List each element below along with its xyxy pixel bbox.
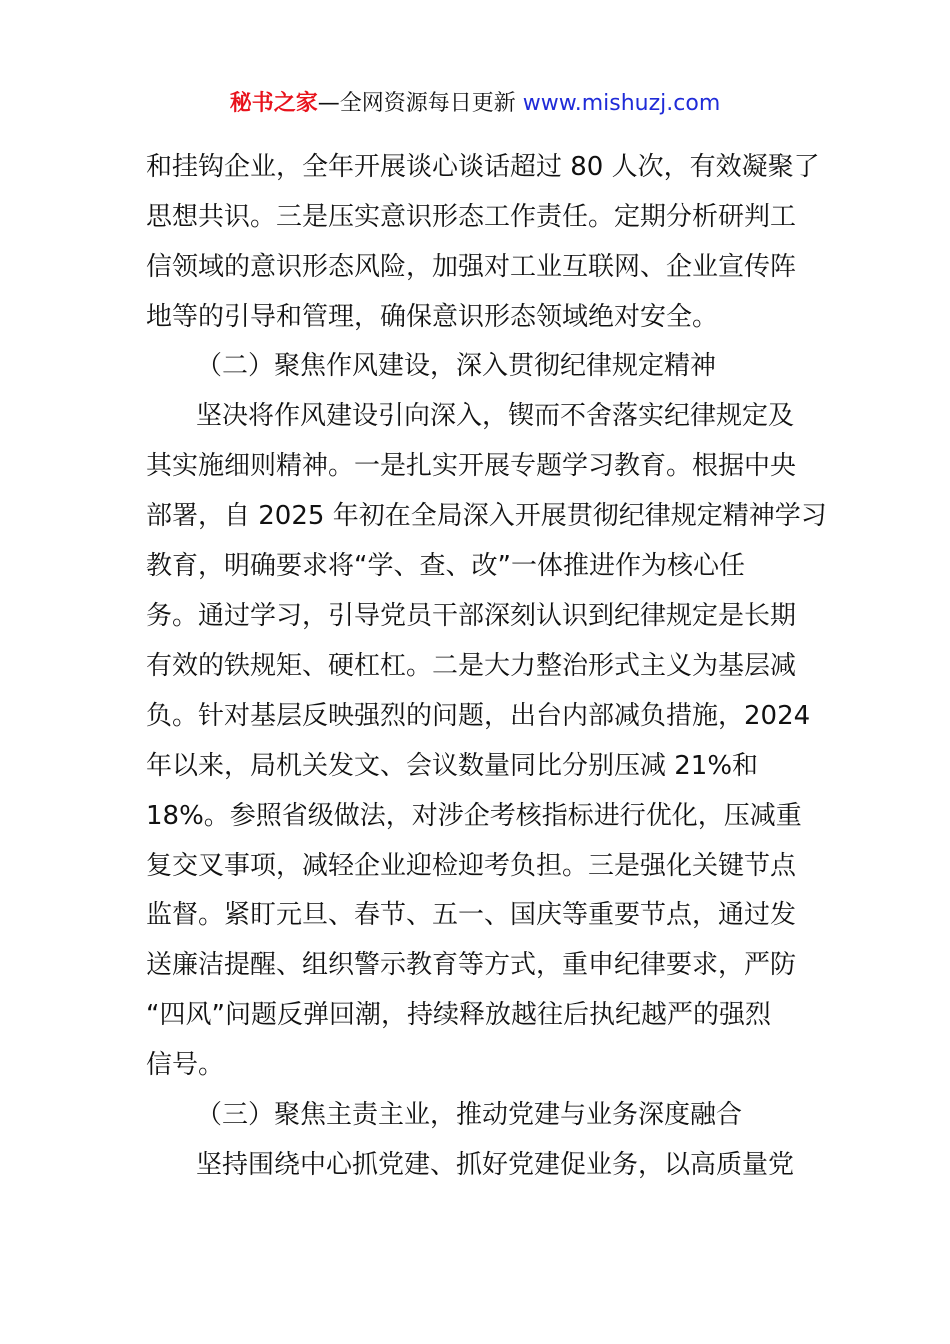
body-line: 坚决将作风建设引向深入，锲而不舍落实纪律规定及 <box>196 401 795 431</box>
body-line: 思想共识。三是压实意识形态工作责任。定期分析研判工 <box>146 202 797 232</box>
body-line: 其实施细则精神。一是扎实开展专题学习教育。根据中央 <box>146 451 797 481</box>
body-line: 地等的引导和管理，确保意识形态领域绝对安全。 <box>146 302 719 332</box>
body-line: “四风”问题反弹回潮，持续释放越往后执纪越严的强烈 <box>146 1000 771 1030</box>
body-line: 部署，自 2025 年初在全局深入开展贯彻纪律规定精神学习 <box>146 501 827 531</box>
body-line: 送廉洁提醒、组织警示教育等方式，重申纪律要求，严防 <box>146 950 797 980</box>
body-line: 18%。参照省级做法，对涉企考核指标进行优化，压减重 <box>146 801 802 831</box>
section-heading: （二）聚焦作风建设，深入贯彻纪律规定精神 <box>196 351 717 381</box>
body-line: 务。通过学习，引导党员干部深刻认识到纪律规定是长期 <box>146 601 797 631</box>
section-heading: （三）聚焦主责主业，推动党建与业务深度融合 <box>196 1100 743 1130</box>
body-line: 有效的铁规矩、硬杠杠。二是大力整治形式主义为基层减 <box>146 651 797 681</box>
body-line: 教育，明确要求将“学、查、改”一体推进作为核心任 <box>146 551 745 581</box>
body-line: 和挂钩企业，全年开展谈心谈话超过 80 人次，有效凝聚了 <box>146 152 820 182</box>
body-line: 信领域的意识形态风险，加强对工业互联网、企业宣传阵 <box>146 252 797 282</box>
header-url-link[interactable]: www.mishuzj.com <box>522 91 721 116</box>
body-line: 信号。 <box>146 1050 225 1080</box>
body-line: 坚持围绕中心抓党建、抓好党建促业务，以高质量党 <box>196 1150 795 1180</box>
header-brand: 秘书之家 <box>229 91 318 116</box>
body-line: 复交叉事项，减轻企业迎检迎考负担。三是强化关键节点 <box>146 851 797 881</box>
header-tagline: —全网资源每日更新 <box>317 91 523 116</box>
body-line: 负。针对基层反映强烈的问题，出台内部减负措施，2024 <box>146 701 811 731</box>
body-line: 监督。紧盯元旦、春节、五一、国庆等重要节点，通过发 <box>146 900 797 930</box>
page-header <box>0 88 950 120</box>
body-line: 年以来，局机关发文、会议数量同比分别压减 21%和 <box>146 751 759 781</box>
